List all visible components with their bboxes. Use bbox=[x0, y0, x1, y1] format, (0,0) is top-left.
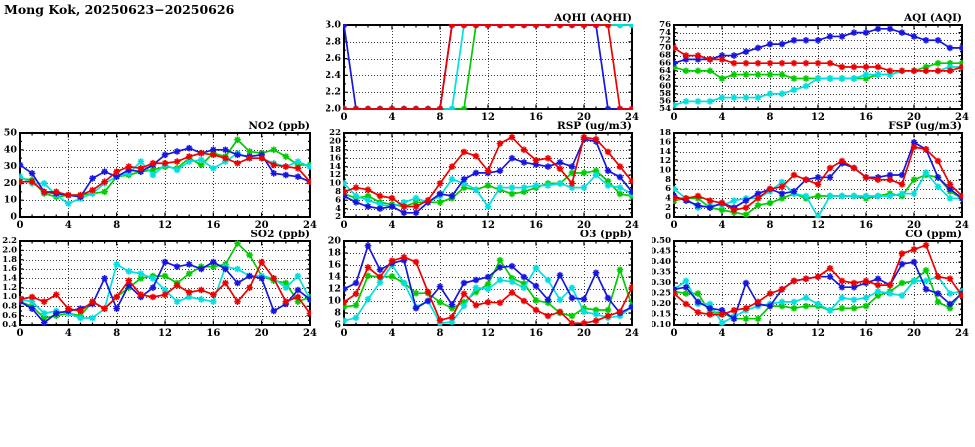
chart-fsp bbox=[652, 118, 975, 230]
chart-co bbox=[652, 230, 975, 342]
page-title: Mong Kok, 20250623−20250626 bbox=[4, 2, 235, 17]
chart-so2 bbox=[0, 230, 325, 342]
chart-rsp bbox=[326, 118, 642, 230]
chart-o3 bbox=[326, 230, 642, 342]
chart-no2 bbox=[0, 118, 325, 230]
chart-aqi bbox=[652, 8, 975, 122]
chart-aqhi bbox=[326, 8, 642, 122]
